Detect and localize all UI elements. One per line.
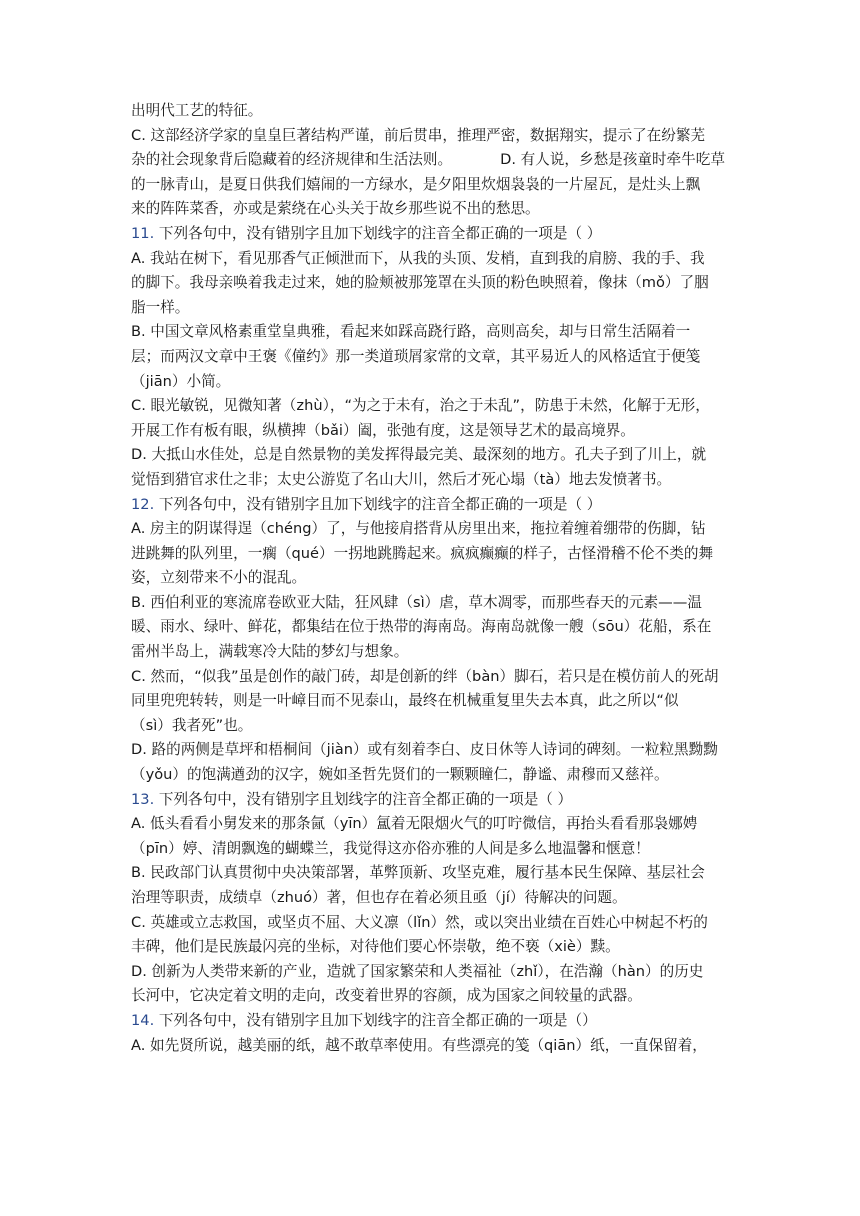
text-line [131,99,740,124]
text-line [131,148,740,173]
line-text: 治理等职责，成绩卓（zhuó）著，但也存在着必须且亟（jí）待解决的问题。 [131,889,627,906]
line-text: 同里兜兜转转，则是一叶嶂目而不见泰山，最终在机械重复里失去本真，此之所以“似 [131,692,679,710]
line-text-after-gap: D. 有人说，乡愁是孩童时牵牛吃草 [500,151,725,169]
text-line [131,837,740,862]
line-text: 开展工作有板有眼，纵横捭（bǎi）阖，张弛有度，这是领导艺术的最高境界。 [131,421,635,439]
line-text: 下列各句中，没有错别字且加下划线字的注音全都正确的一项是（） [154,1011,597,1029]
line-text: 来的阵阵菜香，亦或是萦绕在心头关于故乡那些说不出的愁思。 [131,200,540,218]
text-line [131,320,740,345]
line-text: B. 中国文章风格素重堂皇典雅，看起来如踩高跷行路，高则高矣，却与日常生活隔着一 [131,323,691,341]
text-line [131,886,740,911]
text-line [131,665,740,690]
line-text: （yǒu）的饱满遒劲的汉字，婉如圣哲先贤们的一颗颗瞳仁，静谧、肃穆而又慈祥。 [131,766,669,784]
text-line [131,345,740,370]
line-text: B. 西伯利亚的寒流席卷欧亚大陆，狂风肆（sì）虐，草木凋零，而那些春天的元素——温 [131,593,702,611]
text-line [131,419,740,444]
line-text: （jiān）小简。 [131,372,231,390]
line-text: （sì）我者死”也。 [131,716,253,734]
text-line [131,763,740,788]
text-line [131,370,740,395]
text-line [131,542,740,567]
line-text: 进跳舞的队列里，一瘸（qué）一拐地跳腾起来。疯疯癫癫的样子，古怪滑稽不伦不类的舞 [131,544,714,562]
line-text: 下列各句中，没有错别字且划线字的注音全都正确的一项是（ ） [154,790,573,808]
line-text: B. 民政部门认真贯彻中央决策部署，革弊顶新、攻坚克难，履行基本民生保障、基层社会 [131,864,705,882]
line-text: C. 这部经济学家的皇皇巨著结构严谨，前后贯串，推理严密，数据翔实，提示了在纷繁芜 [131,126,706,144]
line-text: A. 我站在树下，看见那香气正倾泄而下，从我的头顶、发梢，直到我的肩膀、我的手、我 [131,249,705,267]
line-text: 层；而两汉文章中王褒《僮约》那一类道琐屑家常的文章，其平易近人的风格适宜于便笺 [131,347,701,365]
line-text: 丰碑，他们是民族最闪亮的坐标，对待他们要心怀崇敬，绝不亵（xiè）黩。 [131,938,620,956]
line-text: 杂的社会现象背后隐藏着的经济规律和生活法则。 [131,151,453,169]
line-text: D. 创新为人类带来新的产业，造就了国家繁荣和人类福祉（zhǐ），在浩瀚（hàn）的历史 [131,962,704,980]
question-line [131,1009,740,1034]
line-text: 姿，立刻带来不小的混乱。 [131,569,307,587]
question-number: 13. [131,790,155,808]
text-line [131,296,740,321]
text-line [131,591,740,616]
line-text: C. 然而，“似我”虽是创作的敲门砖，却是创新的绊（bàn）脚石，若只是在模仿前人的死胡 [131,667,719,685]
text-line [131,1034,740,1059]
text-line [131,640,740,665]
text-line [131,738,740,763]
line-text: C. 眼光敏锐，见微知著（zhù），“为之于未有，治之于未乱”，防患于未然，化解于无形， [131,397,710,415]
line-text: D. 大抵山水佳处，总是自然景物的美发挥得最完美、最深刻的地方。孔夫子到了川上，就 [131,446,707,464]
text-line [131,468,740,493]
line-text: 的脚下。我母亲唤着我走过来，她的脸颊被那笼罩在头顶的粉色映照着，像抹（mǒ）了胭 [131,274,709,292]
text-line [131,443,740,468]
line-text: 下列各句中，没有错别字且加下划线字的注音全都正确的一项是（ ） [154,224,602,242]
line-text: 暖、雨水、绿叶、鲜花，都集结在位于热带的海南岛。海南岛就像一艘（sōu）花船，系在 [131,618,712,636]
line-text: 长河中，它决定着文明的走向，改变着世界的容颜，成为国家之间较量的武器。 [131,987,642,1005]
text-line [131,861,740,886]
text-line [131,517,740,542]
text-line [131,247,740,272]
text-line [131,566,740,591]
text-line [131,689,740,714]
line-text: A. 房主的阴谋得逞（chéng）了，与他接肩搭背从房里出来，拖拉着缠着绷带的伤脚，钻 [131,520,706,538]
text-line [131,615,740,640]
text-line [131,394,740,419]
line-text: C. 英雄或立志救国，或坚贞不屈、大义凛（lǐn）然，或以突出业绩在百姓心中树起不朽的 [131,913,708,931]
question-number: 12. [131,495,155,513]
line-text: （pīn）婷、清朗飘逸的蝴蝶兰，我觉得这亦俗亦雅的人间是多么地温馨和惬意！ [131,839,650,857]
question-number: 14. [131,1011,155,1029]
text-line [131,935,740,960]
question-line [131,222,740,247]
line-text: 的一脉青山，是夏日供我们嬉闹的一方绿水，是夕阳里炊烟袅袅的一片屋瓦，是灶头上飘 [131,175,701,193]
text-line [131,714,740,739]
line-text: A. 如先贤所说，越美丽的纸，越不敢草率使用。有些漂亮的笺（qiān）纸，一直保留着， [131,1036,707,1054]
line-text: A. 低头看看小舅发来的那条氤（yīn）氲着无限烟火气的叮咛微信，再抬头看看那袅娜娉 [131,815,698,833]
line-text: 下列各句中，没有错别字且加下划线字的注音全都正确的一项是（ ） [154,495,602,513]
line-text: 雷州半岛上，满载寒冷大陆的梦幻与想象。 [131,643,409,661]
text-line [131,911,740,936]
line-text: 脂一样。 [131,298,190,316]
text-line [131,984,740,1009]
question-line [131,493,740,518]
line-text: D. 路的两侧是草坪和梧桐间（jiàn）或有刻着李白、皮日休等人诗词的碑刻。一粒粒黑黝黝 [131,741,718,759]
text-line [131,271,740,296]
text-line [131,960,740,985]
text-line [131,812,740,837]
document-body [131,99,740,1058]
line-text: 觉悟到猎官求仕之非；太史公游览了名山大川，然后才死心塌（tà）地去发愤著书。 [131,470,672,488]
text-line [131,124,740,149]
question-line [131,788,740,813]
text-line [131,197,740,222]
line-text: 出明代工艺的特征。 [131,102,263,119]
text-line [131,173,740,198]
question-number: 11. [131,224,155,242]
